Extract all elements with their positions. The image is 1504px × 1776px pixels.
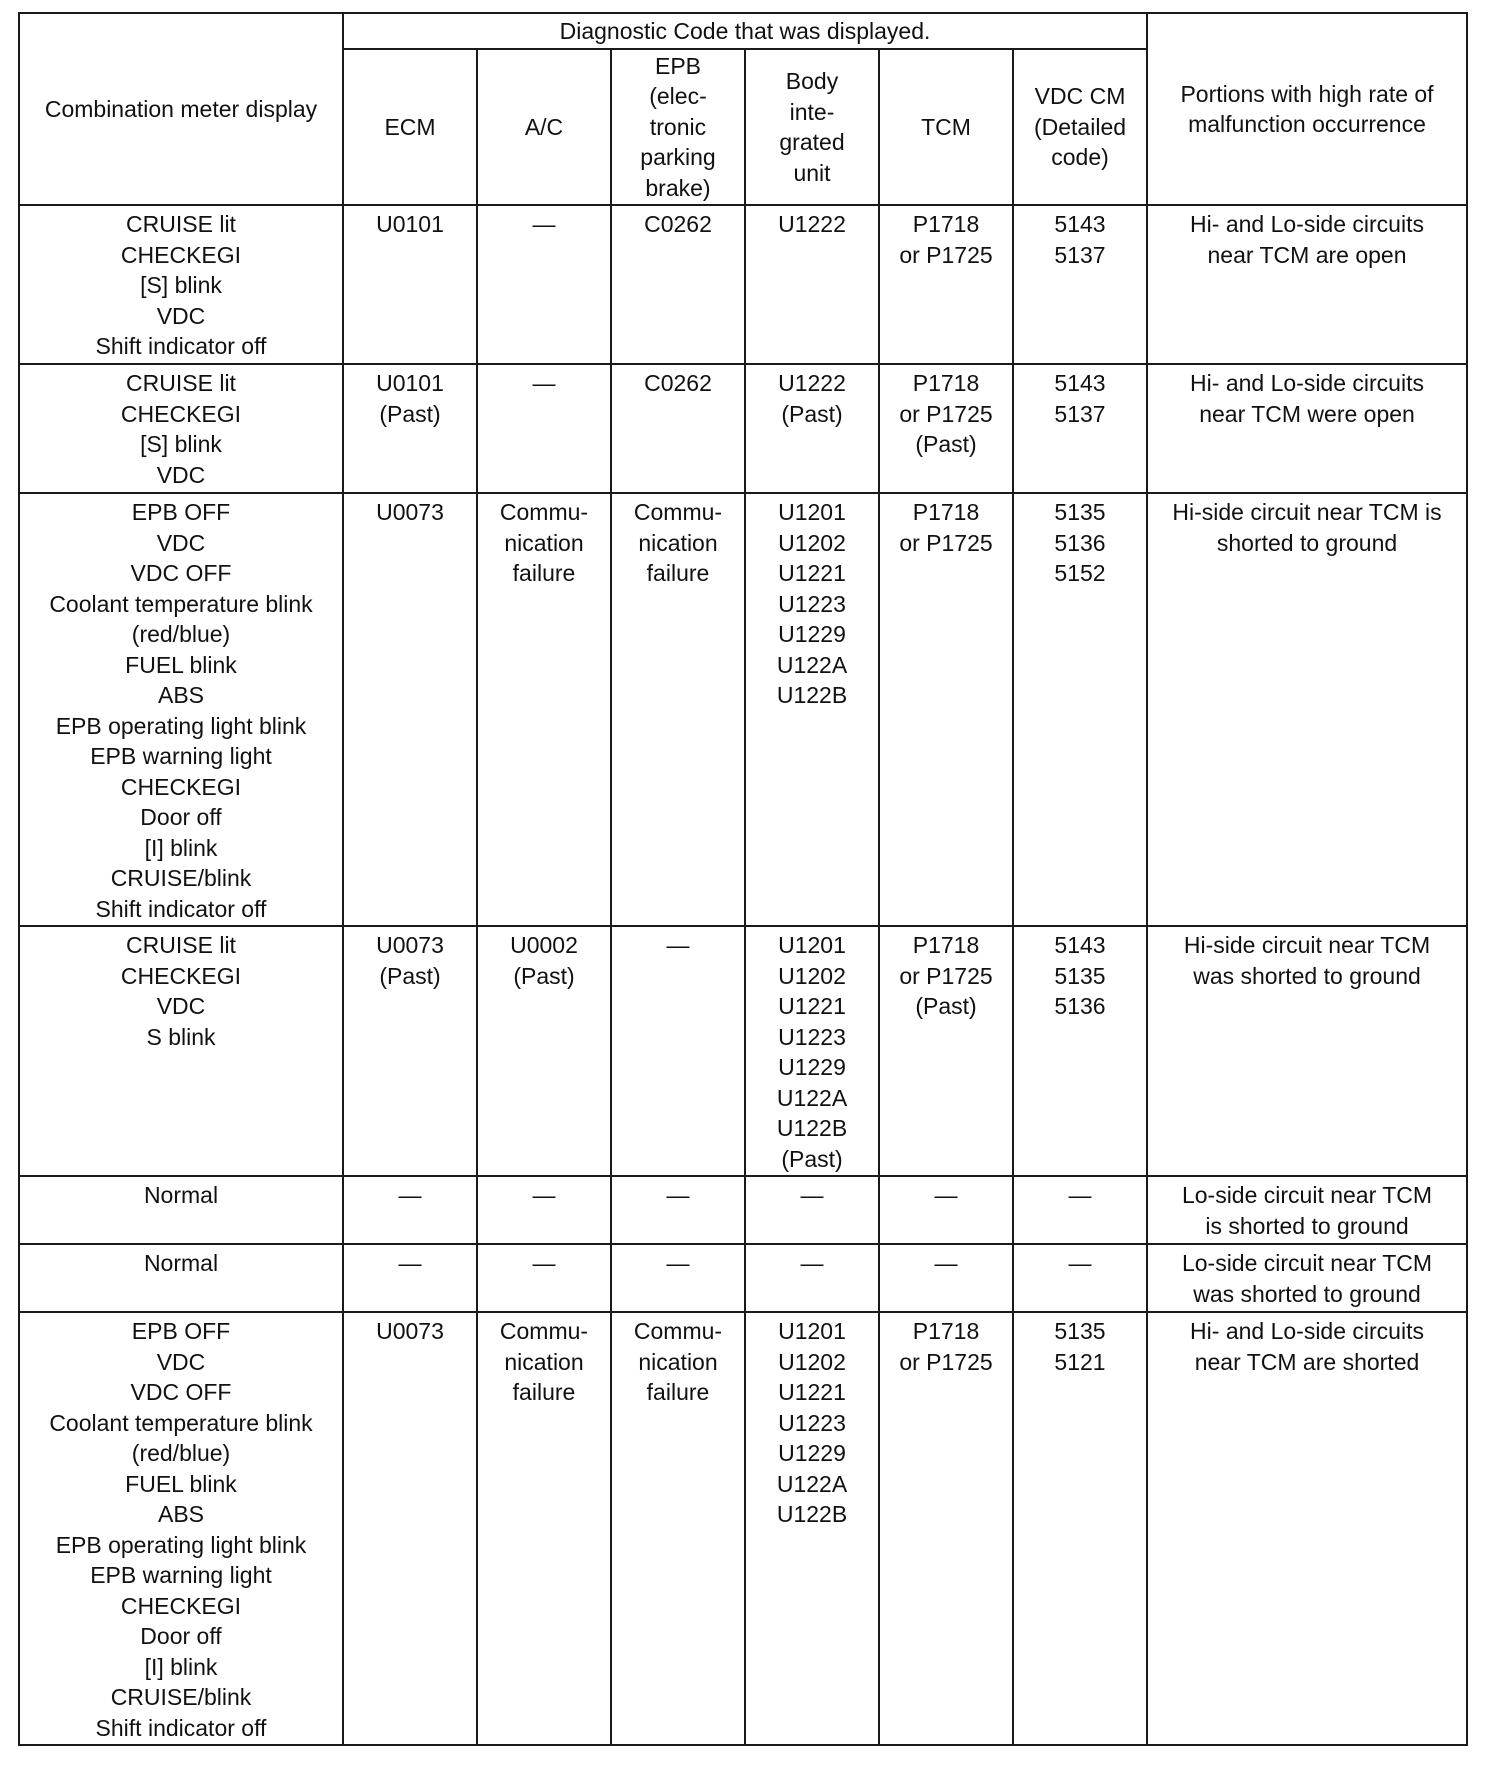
- cell-line: P1718: [912, 1318, 980, 1344]
- cell-line: Door off: [140, 804, 222, 830]
- cell-tcm: [879, 1244, 1013, 1312]
- cell-line: P1718: [912, 932, 980, 958]
- cell-line: Shift indicator off: [95, 333, 267, 359]
- cell-line: U0101: [376, 370, 444, 396]
- cell-tcm: [879, 1312, 1013, 1745]
- cell-line: —: [532, 1250, 556, 1276]
- cell-line: 5137: [1054, 241, 1106, 268]
- cell-tcm: [879, 926, 1013, 1176]
- cell-line: Hi- and Lo-side circuits: [1190, 211, 1424, 237]
- cell-line: —: [398, 1182, 422, 1208]
- cell-line: U122B: [776, 682, 848, 708]
- cell-epb: [611, 1244, 745, 1312]
- cell-vdc-cm: [1013, 1312, 1147, 1745]
- cell-line: (Past): [781, 1145, 843, 1172]
- table-body: [19, 205, 1467, 1745]
- cell-line: U1221: [778, 1379, 846, 1405]
- cell-line: nication: [504, 1348, 584, 1375]
- cell-line: U122B: [776, 1115, 848, 1141]
- cell-line: near TCM are open: [1207, 241, 1407, 268]
- cell-line: EPB OFF: [131, 499, 231, 525]
- cell-line: VDC: [156, 993, 206, 1019]
- cell-line: FUEL blink: [125, 1470, 237, 1497]
- cell-portions: [1147, 1312, 1467, 1745]
- cell-ac: [477, 1312, 611, 1745]
- cell-ac: [477, 364, 611, 493]
- cell-line: Commu-: [633, 499, 723, 525]
- cell-ecm: [343, 926, 477, 1176]
- cell-line: Door off: [140, 1623, 222, 1649]
- header-epb: EPB (elec- tronic parking brake): [611, 49, 745, 205]
- cell-vdc-cm: [1013, 926, 1147, 1176]
- cell-line: [I] blink: [144, 834, 218, 861]
- cell-epb: [611, 1312, 745, 1745]
- cell-line: —: [532, 211, 556, 237]
- cell-line: 5136: [1054, 529, 1106, 556]
- cell-epb: [611, 926, 745, 1176]
- header-row-top: [19, 13, 1467, 49]
- cell-line: CRUISE lit: [126, 932, 236, 958]
- cell-line: —: [1068, 1250, 1092, 1276]
- cell-portions: [1147, 364, 1467, 493]
- cell-line: 5136: [1054, 993, 1106, 1019]
- cell-line: CHECKEGI: [120, 962, 242, 989]
- cell-vdc-cm: [1013, 205, 1147, 364]
- cell-combination-meter: [19, 1176, 343, 1244]
- cell-line: (Past): [781, 400, 843, 427]
- cell-line: VDC: [156, 1348, 206, 1375]
- cell-line: P1718: [912, 370, 980, 396]
- cell-line: EPB warning light: [90, 743, 272, 769]
- cell-ac: [477, 926, 611, 1176]
- cell-line: (red/blue): [131, 1440, 231, 1466]
- cell-body-integrated-unit: [745, 1176, 879, 1244]
- table-row: [19, 493, 1467, 926]
- cell-line: Normal: [143, 1250, 219, 1276]
- cell-line: VDC OFF: [130, 560, 232, 586]
- cell-line: 5121: [1054, 1348, 1106, 1375]
- cell-line: Commu-: [633, 1318, 723, 1344]
- cell-epb: [611, 205, 745, 364]
- cell-line: [S] blink: [140, 272, 222, 298]
- cell-line: —: [1068, 1182, 1092, 1208]
- cell-line: Coolant temperature blink: [49, 1409, 313, 1436]
- cell-line: —: [666, 932, 690, 958]
- cell-line: U1223: [778, 590, 846, 617]
- cell-line: 5137: [1054, 400, 1106, 427]
- cell-line: EPB warning light: [90, 1562, 272, 1588]
- cell-ac: [477, 493, 611, 926]
- cell-combination-meter: [19, 1244, 343, 1312]
- cell-line: CRUISE/blink: [110, 1684, 252, 1710]
- cell-line: Coolant temperature blink: [49, 590, 313, 617]
- cell-line: —: [532, 370, 556, 396]
- cell-vdc-cm: [1013, 364, 1147, 493]
- cell-line: —: [934, 1250, 958, 1276]
- cell-line: 5143: [1054, 932, 1106, 958]
- cell-line: U1223: [778, 1409, 846, 1436]
- cell-ecm: [343, 205, 477, 364]
- cell-line: —: [934, 1182, 958, 1208]
- cell-line: CHECKEGI: [120, 241, 242, 268]
- cell-line: VDC: [156, 461, 206, 488]
- cell-line: nication: [504, 529, 584, 556]
- cell-body-integrated-unit: [745, 364, 879, 493]
- cell-line: was shorted to ground: [1193, 962, 1421, 989]
- cell-line: 5135: [1054, 1318, 1106, 1344]
- cell-line: CHECKEGI: [120, 1592, 242, 1619]
- cell-line: —: [666, 1182, 690, 1208]
- cell-line: 5152: [1054, 560, 1106, 586]
- cell-line: failure: [512, 560, 576, 586]
- cell-portions: [1147, 1176, 1467, 1244]
- cell-line: Lo-side circuit near TCM: [1181, 1250, 1433, 1276]
- cell-vdc-cm: [1013, 493, 1147, 926]
- cell-line: CRUISE/blink: [110, 865, 252, 891]
- cell-line: U1229: [778, 1440, 846, 1466]
- cell-epb: [611, 364, 745, 493]
- cell-line: U1223: [778, 1023, 846, 1050]
- cell-line: U1221: [778, 993, 846, 1019]
- table-row: [19, 1244, 1467, 1312]
- cell-line: U1229: [778, 621, 846, 647]
- cell-line: Hi-side circuit near TCM is: [1172, 499, 1442, 525]
- cell-line: near TCM were open: [1199, 400, 1415, 427]
- diagnostic-code-table: [18, 12, 1468, 1746]
- cell-combination-meter: [19, 364, 343, 493]
- cell-epb: [611, 1176, 745, 1244]
- cell-line: S blink: [146, 1023, 216, 1050]
- cell-ac: [477, 205, 611, 364]
- table-row: [19, 1312, 1467, 1745]
- cell-line: was shorted to ground: [1193, 1280, 1421, 1307]
- cell-line: Hi-side circuit near TCM: [1183, 932, 1431, 958]
- cell-line: U0073: [376, 932, 444, 958]
- cell-line: U0073: [376, 499, 444, 525]
- table-row: [19, 364, 1467, 493]
- cell-combination-meter: [19, 1312, 343, 1745]
- cell-line: or P1725: [899, 241, 993, 268]
- header-body-integrated-unit: Body inte- grated unit: [745, 49, 879, 205]
- cell-line: or P1725: [899, 400, 993, 427]
- cell-line: Shift indicator off: [95, 895, 267, 922]
- header-ac: A/C: [477, 49, 611, 205]
- cell-line: 5143: [1054, 211, 1106, 237]
- cell-portions: [1147, 1244, 1467, 1312]
- cell-ecm: [343, 1176, 477, 1244]
- cell-line: failure: [646, 560, 710, 586]
- cell-line: ABS: [157, 1501, 205, 1527]
- cell-portions: [1147, 493, 1467, 926]
- cell-line: Normal: [143, 1182, 219, 1208]
- cell-line: CRUISE lit: [126, 211, 236, 237]
- cell-tcm: [879, 205, 1013, 364]
- cell-line: C0262: [644, 370, 712, 396]
- cell-line: U0002: [510, 932, 578, 958]
- cell-line: VDC: [156, 302, 206, 329]
- cell-vdc-cm: [1013, 1176, 1147, 1244]
- cell-body-integrated-unit: [745, 926, 879, 1176]
- cell-line: Commu-: [499, 1318, 589, 1344]
- header-vdc-cm: VDC CM (Detailed code): [1013, 49, 1147, 205]
- cell-line: CRUISE lit: [126, 370, 236, 396]
- cell-line: [I] blink: [144, 1653, 218, 1680]
- cell-line: Shift indicator off: [95, 1714, 267, 1741]
- cell-line: Commu-: [499, 499, 589, 525]
- cell-line: 5135: [1054, 962, 1106, 989]
- cell-body-integrated-unit: [745, 1244, 879, 1312]
- cell-ac: [477, 1244, 611, 1312]
- cell-line: U1222: [778, 370, 846, 396]
- cell-line: Hi- and Lo-side circuits: [1190, 1318, 1424, 1344]
- table-row: [19, 205, 1467, 364]
- cell-line: U122A: [776, 1084, 848, 1111]
- cell-line: nication: [638, 1348, 718, 1375]
- cell-body-integrated-unit: [745, 205, 879, 364]
- cell-line: or P1725: [899, 529, 993, 556]
- cell-line: ABS: [157, 682, 205, 708]
- cell-line: U1202: [778, 1348, 846, 1375]
- cell-combination-meter: [19, 493, 343, 926]
- cell-line: failure: [646, 1379, 710, 1405]
- cell-line: U122A: [776, 651, 848, 678]
- cell-line: CHECKEGI: [120, 773, 242, 800]
- cell-line: (Past): [513, 962, 575, 989]
- cell-line: EPB operating light blink: [55, 712, 307, 739]
- cell-line: (red/blue): [131, 621, 231, 647]
- cell-combination-meter: [19, 926, 343, 1176]
- cell-line: shorted to ground: [1216, 529, 1398, 556]
- cell-portions: [1147, 205, 1467, 364]
- cell-line: or P1725: [899, 962, 993, 989]
- cell-combination-meter: [19, 205, 343, 364]
- cell-line: is shorted to ground: [1205, 1212, 1409, 1239]
- cell-ecm: [343, 364, 477, 493]
- cell-portions: [1147, 926, 1467, 1176]
- header-portions: Portions with high rate of malfunction occurrence: [1147, 13, 1467, 205]
- cell-tcm: [879, 1176, 1013, 1244]
- cell-line: (Past): [915, 993, 977, 1019]
- cell-line: 5135: [1054, 499, 1106, 525]
- cell-ac: [477, 1176, 611, 1244]
- cell-body-integrated-unit: [745, 493, 879, 926]
- table-row: [19, 1176, 1467, 1244]
- cell-line: FUEL blink: [125, 651, 237, 678]
- cell-line: —: [800, 1250, 824, 1276]
- cell-tcm: [879, 364, 1013, 493]
- cell-line: U1202: [778, 962, 846, 989]
- cell-line: or P1725: [899, 1348, 993, 1375]
- cell-line: (Past): [915, 431, 977, 457]
- cell-line: VDC: [156, 529, 206, 556]
- header-diagnostic-code-group: Diagnostic Code that was displayed.: [343, 13, 1147, 49]
- cell-line: U1222: [778, 211, 846, 237]
- cell-line: P1718: [912, 499, 980, 525]
- cell-line: EPB OFF: [131, 1318, 231, 1344]
- cell-line: U1229: [778, 1054, 846, 1080]
- cell-line: U0101: [376, 211, 444, 237]
- cell-line: U1221: [778, 560, 846, 586]
- header-tcm: TCM: [879, 49, 1013, 205]
- cell-epb: [611, 493, 745, 926]
- cell-vdc-cm: [1013, 1244, 1147, 1312]
- cell-line: —: [666, 1250, 690, 1276]
- cell-line: (Past): [379, 400, 441, 427]
- cell-line: P1718: [912, 211, 980, 237]
- cell-line: U0073: [376, 1318, 444, 1344]
- cell-line: —: [398, 1250, 422, 1276]
- cell-line: —: [800, 1182, 824, 1208]
- cell-line: —: [532, 1182, 556, 1208]
- header-combination-meter: Combination meter display: [19, 13, 343, 205]
- cell-line: U1201: [778, 499, 846, 525]
- cell-line: CHECKEGI: [120, 400, 242, 427]
- header-ecm: ECM: [343, 49, 477, 205]
- cell-line: U122A: [776, 1470, 848, 1497]
- cell-line: failure: [512, 1379, 576, 1405]
- cell-line: Lo-side circuit near TCM: [1181, 1182, 1433, 1208]
- cell-ecm: [343, 493, 477, 926]
- cell-body-integrated-unit: [745, 1312, 879, 1745]
- cell-line: nication: [638, 529, 718, 556]
- cell-ecm: [343, 1312, 477, 1745]
- cell-line: EPB operating light blink: [55, 1531, 307, 1558]
- cell-tcm: [879, 493, 1013, 926]
- table-row: [19, 926, 1467, 1176]
- cell-line: U1201: [778, 1318, 846, 1344]
- cell-line: C0262: [644, 211, 712, 237]
- cell-line: Hi- and Lo-side circuits: [1190, 370, 1424, 396]
- cell-line: 5143: [1054, 370, 1106, 396]
- cell-line: near TCM are shorted: [1194, 1348, 1420, 1375]
- cell-line: [S] blink: [140, 431, 222, 457]
- cell-line: (Past): [379, 962, 441, 989]
- cell-line: U122B: [776, 1501, 848, 1527]
- cell-line: VDC OFF: [130, 1379, 232, 1405]
- cell-ecm: [343, 1244, 477, 1312]
- cell-line: U1201: [778, 932, 846, 958]
- cell-line: U1202: [778, 529, 846, 556]
